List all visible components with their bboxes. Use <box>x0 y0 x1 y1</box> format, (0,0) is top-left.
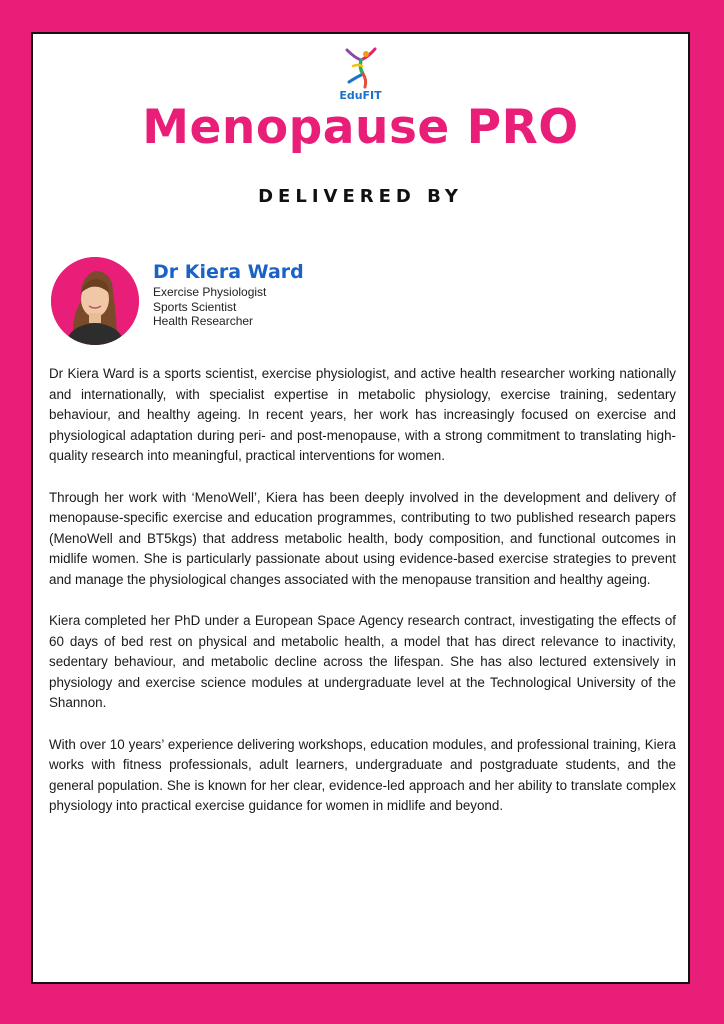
document-page <box>31 32 690 984</box>
logo-text: EduFIT <box>339 89 382 102</box>
page-title: Menopause PRO <box>142 100 579 155</box>
figure-logo-icon <box>341 46 381 90</box>
portrait-photo-icon <box>51 257 139 345</box>
bio-paragraph: Through her work with ‘MenoWell’, Kiera has been deeply involved in the development and delivery of menopause-specific exercise and education programmes, contributing to two published research papers (MenoWell and BT5kgs) that address metabolic health, body composition, and functional outcomes in midlife women. She is particularly passionate about using evidence-based exercise strategies to prevent and manage the physiological changes associated with the menopause transition and healthy ageing. <box>49 489 676 587</box>
profile-block <box>153 259 304 329</box>
profile-role: Exercise Physiologist <box>153 285 267 299</box>
profile-name: Dr Kiera Ward <box>153 261 304 283</box>
profile-role: Sports Scientist <box>153 299 237 314</box>
bio-paragraph: With over 10 years’ experience delivering workshops, education modules, and professional training, Kiera works with fitness professionals, adult learners, undergraduate and postgraduate students, and the general population. She is known for her clear, evidence-led approach and her ability to translate complex physiology into practical exercise guidance for women in midlife and beyond. <box>49 736 676 813</box>
bio-section <box>49 364 676 838</box>
bio-paragraph: Dr Kiera Ward is a sports scientist, exercise physiologist, and active health researcher working nationally and internationally, with specialist expertise in metabolic physiology, exercise training, sedentary behaviour, and healthy ageing. In recent years, her work has increasingly focused on exercise and physiological adaptation during peri- and post-menopause, with a strong commitment to translating high-quality research into meaningful, practical interventions for women. <box>49 366 676 463</box>
bio-paragraph: Kiera completed her PhD under a European Space Agency research contract, investigating the effects of 60 days of bed rest on physical and metabolic health, a model that has direct relevance to inactivity, sedentary behaviour, and metabolic decline across the lifespan. She has also lectured extensively in physiology and exercise science modules at undergraduate level at the Technological University of the Shannon. <box>49 613 676 710</box>
page-subtitle: DELIVERED BY <box>258 186 463 207</box>
avatar <box>51 257 139 345</box>
edufit-logo <box>33 46 688 102</box>
profile-role: Health Researcher <box>153 314 254 328</box>
